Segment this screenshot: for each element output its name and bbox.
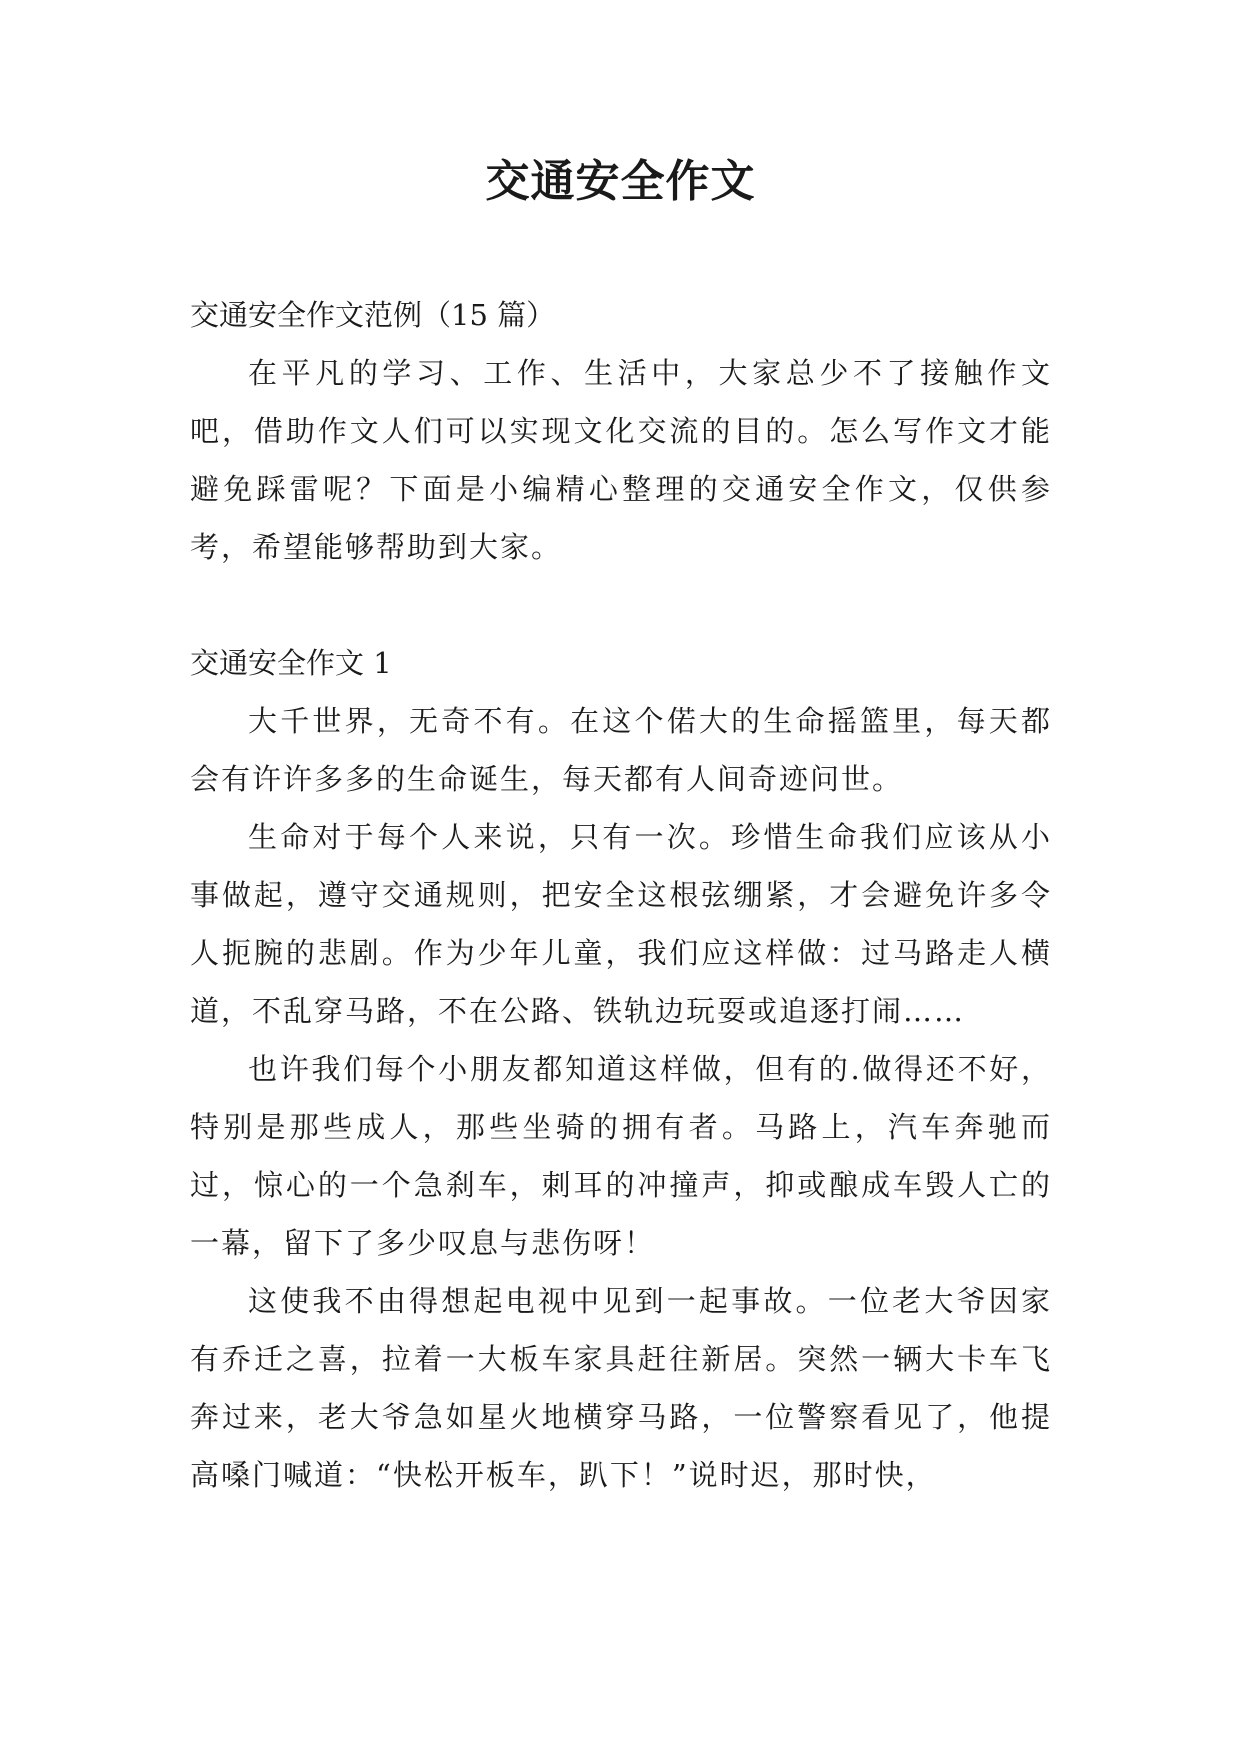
essay-1-paragraph-2: 生命对于每个人来说，只有一次。珍惜生命我们应该从小事做起，遵守交通规则，把安全这根弦绷紧，才会避免许多令人扼腕的悲剧。作为少年儿童，我们应这样做：过马路走人横道，不乱穿马路，不在公路、铁轨边玩耍或追逐打闹…… [190,820,1052,1028]
document-title: 交通安全作文 [485,156,756,207]
intro-paragraph: 在平凡的学习、工作、生活中，大家总少不了接触作文吧，借助作文人们可以实现文化交流的目的。怎么写作文才能避免踩雷呢？下面是小编精心整理的交通安全作文，仅供参考，希望能够帮助到大家。 [190,356,1052,564]
essay-1-heading: 交通安全作文 1 [190,646,392,680]
document-body [190,286,1052,1504]
section-spacer [190,576,1052,634]
essay-1-paragraph-3: 也许我们每个小朋友都知道这样做，但有的.做得还不好，特别是那些成人，那些坐骑的拥有者。马路上，汽车奔驰而过，惊心的一个急刹车，刺耳的冲撞声，抑或酿成车毁人亡的一幕，留下了多少叹息与悲伤呀！ [190,1052,1052,1260]
essay-1-paragraph-1: 大千世界，无奇不有。在这个偌大的生命摇篮里，每天都会有许许多多的生命诞生，每天都有人间奇迹问世。 [190,704,1052,796]
intro-heading: 交通安全作文范例（15 篇） [190,298,556,332]
essay-1-paragraph-4: 这使我不由得想起电视中见到一起事故。一位老大爷因家有乔迁之喜，拉着一大板车家具赶往新居。突然一辆大卡车飞奔过来，老大爷急如星火地横穿马路，一位警察看见了，他提高嗓门喊道：“快松开板车，趴下！”说时迟，那时快， [190,1284,1052,1492]
